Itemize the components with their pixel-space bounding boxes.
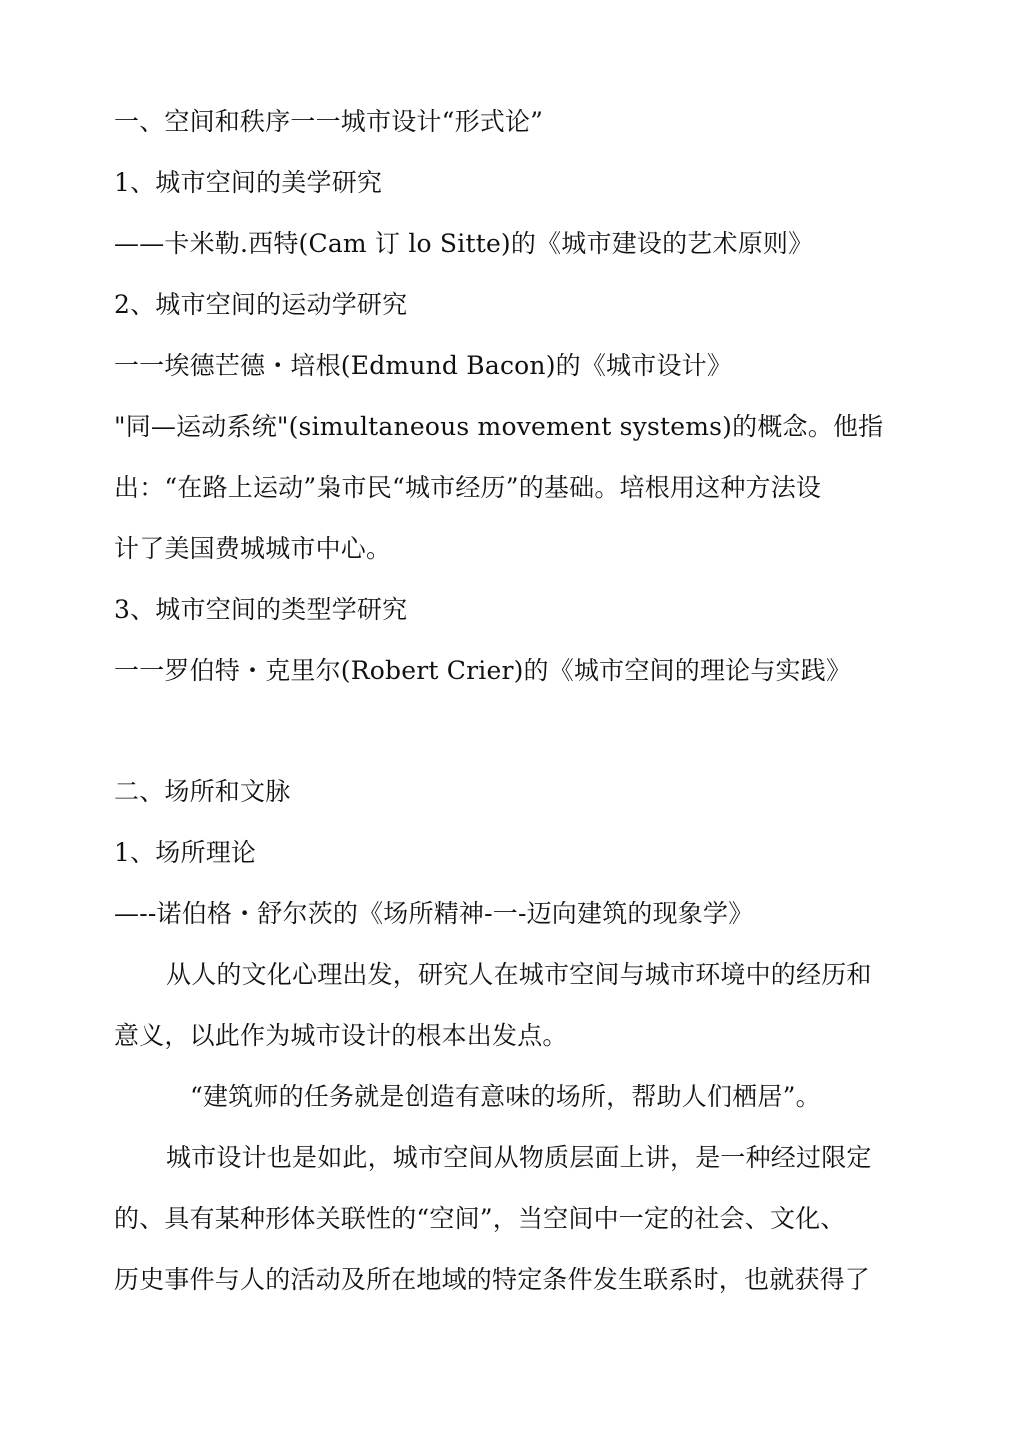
paragraph-line: 意义，以此作为城市设计的根本出发点。: [114, 1021, 568, 1050]
section-heading-2: 二、场所和文脉: [114, 777, 291, 806]
reference-line-2: 一一埃德芒德・培根(Edmund Bacon)的《城市设计》: [114, 351, 733, 380]
subheading-1-3: 3、城市空间的类型学研究: [114, 595, 408, 624]
paragraph-line: 计了美国费城城市中心。: [114, 534, 392, 563]
paragraph-line: "同—运动系统"(simultaneous movement systems)的概念。他指: [114, 412, 884, 441]
reference-line-3: 一一罗伯特・克里尔(Robert Crier)的《城市空间的理论与实践》: [114, 656, 852, 685]
paragraph-line: 城市设计也是如此，城市空间从物质层面上讲，是一种经过限定: [166, 1143, 872, 1172]
subheading-2-1: 1、场所理论: [114, 838, 257, 867]
quote-line: “建筑师的任务就是创造有意味的场所，帮助人们栖居”。: [190, 1082, 821, 1111]
section-heading-1: 一、空间和秩序一一城市设计“形式论”: [114, 107, 544, 136]
subheading-1-2: 2、城市空间的运动学研究: [114, 290, 408, 319]
paragraph-line: 的、具有某种形体关联性的“空间”，当空间中一定的社会、文化、: [114, 1204, 846, 1233]
paragraph-line: 历史事件与人的活动及所在地域的特定条件发生联系时，也就获得了: [114, 1265, 871, 1294]
reference-line-4: —--诺伯格・舒尔茨的《场所精神-一-迈向建筑的现象学》: [114, 899, 754, 928]
paragraph-line: 从人的文化心理出发，研究人在城市空间与城市环境中的经历和: [166, 960, 872, 989]
subheading-1-1: 1、城市空间的美学研究: [114, 168, 383, 197]
paragraph-line: 出：“在路上运动”枭市民“城市经历”的基础。培根用这种方法设: [114, 473, 822, 502]
reference-line-1: ——卡米勒.西特(Cam 订 lo Sitte)的《城市建设的艺术原则》: [114, 229, 814, 258]
